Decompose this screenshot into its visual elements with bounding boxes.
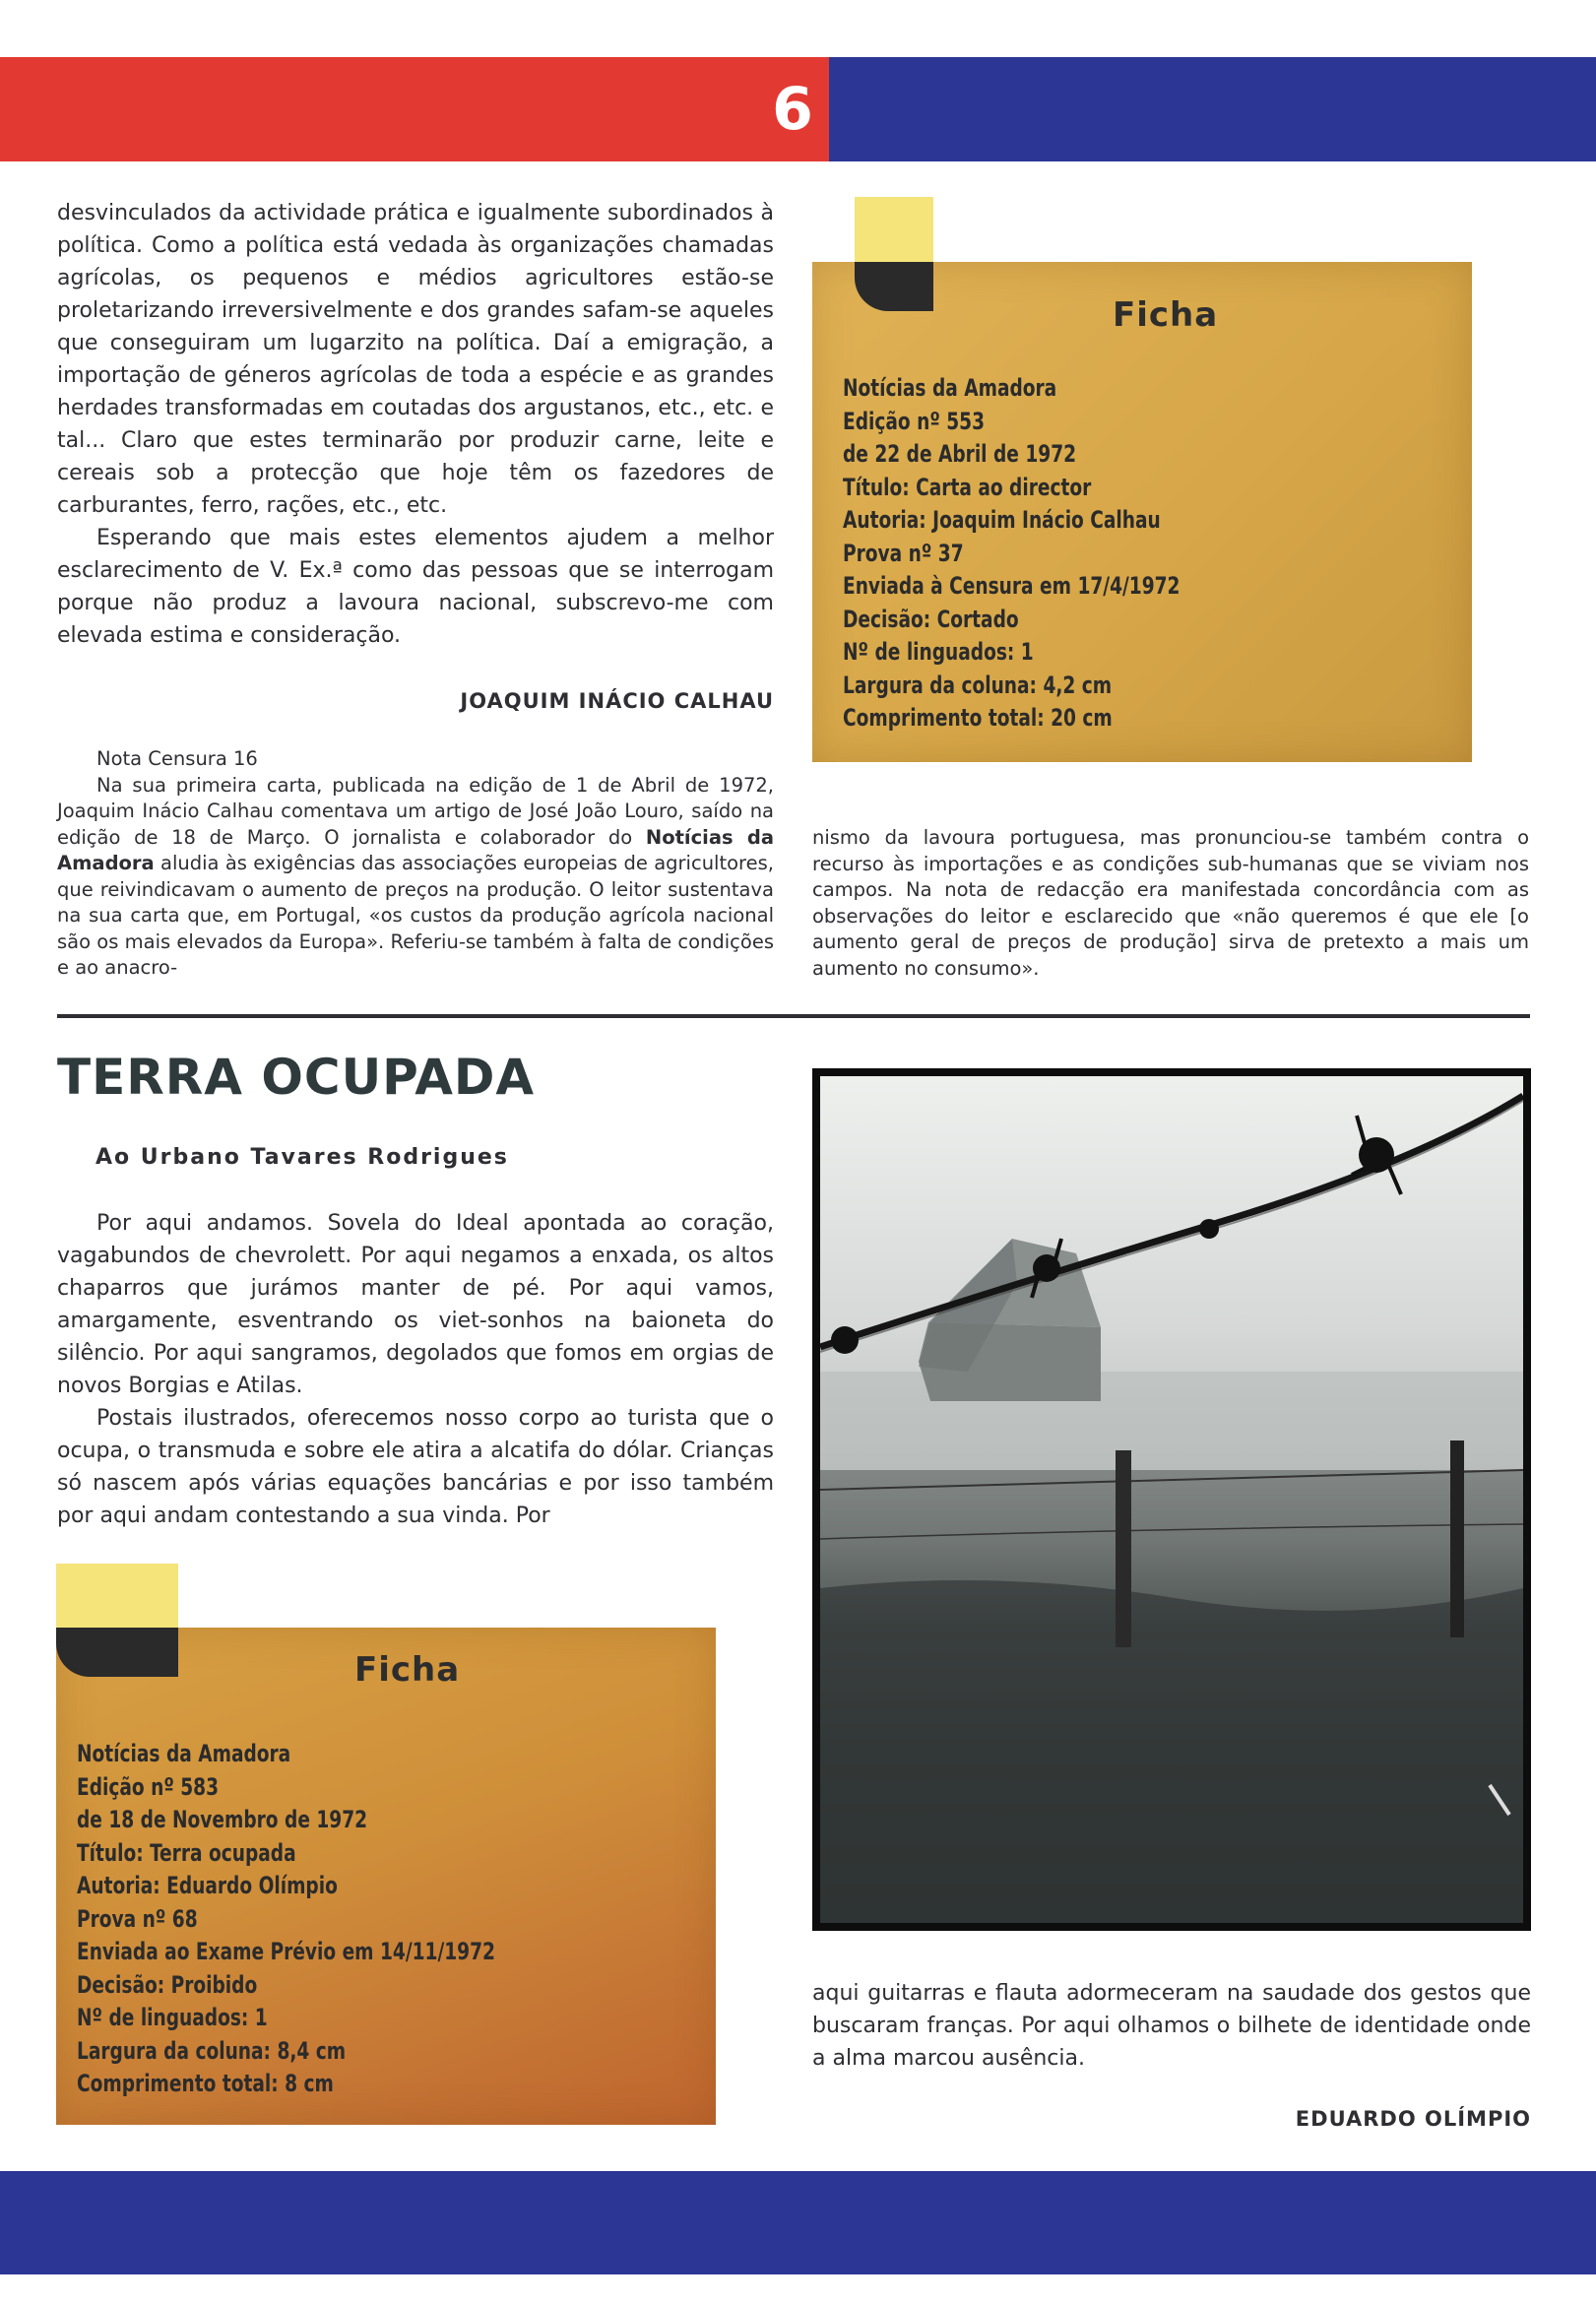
letter-signature: JOAQUIM INÁCIO CALHAU (460, 689, 774, 713)
ficha-details (77, 1738, 495, 2101)
ficha-heading: Ficha (354, 1650, 461, 1690)
ficha-line: Decisão: Proibido (77, 1970, 258, 1999)
ficha-line: Título: Terra ocupada (77, 1838, 296, 1867)
ficha-line: Edição nº 553 (843, 407, 986, 435)
ficha-line: Título: Carta ao director (843, 473, 1092, 501)
poem-paragraph: Por aqui andamos. Sovela do Ideal apontada ao coração, vagabundos de chevrolett. Por aqui negamos a enxada, os altos chaparros que jurámos manter de pé. Por aqui vamos, amargamente, esventrando os viet-sonhos na baioneta do silêncio. Por aqui sangramos, degolados que fomos em orgias de novos Borgias e Atilas. (57, 1211, 774, 1398)
note-text-part1: Na sua primeira carta, publicada na edição de 1 de Abril de 1972, Joaquim Inácio Calhau comentava um artigo de José João Louro, saído na edição de 18 de Março. O jornalista e colaborador do (57, 773, 774, 849)
ficha-line: Comprimento total: 8 cm (77, 2070, 334, 2097)
header-blue-band (829, 57, 1596, 161)
photo-illustration (820, 1076, 1523, 1923)
note-newspaper-name: Notícias da Amadora (57, 825, 774, 874)
ficha-yellow-tab (56, 1564, 178, 1628)
letter-paragraph: Esperando que mais estes elementos ajudem a melhor esclarecimento de V. Ex.ª como das pessoas que se interrogam porque não produz a lavoura nacional, subscrevo-me com elevada estima e consideração. (57, 526, 774, 648)
footer-band (0, 2171, 1596, 2274)
ficha-line: Prova nº 37 (843, 539, 964, 567)
ficha-line: de 22 de Abril de 1972 (843, 440, 1077, 468)
ficha-line: Nº de linguados: 1 (77, 2004, 268, 2031)
ficha-line: Autoria: Eduardo Olímpio (77, 1872, 338, 1899)
ficha-line: Notícias da Amadora (843, 374, 1057, 402)
ficha-line: Largura da coluna: 4,2 cm (843, 671, 1113, 699)
ficha-line: Largura da coluna: 8,4 cm (77, 2036, 347, 2065)
section-divider (57, 1014, 1530, 1018)
ficha-line: Comprimento total: 20 cm (843, 704, 1113, 732)
header-band (0, 57, 1596, 161)
ficha-line: Decisão: Cortado (843, 605, 1019, 633)
note-continuation: nismo da lavoura portuguesa, mas pronunciou-se também contra o recurso às importações e as condições sub-humanas que se viviam nos campos. Na nota de redacção era manifestada concordância com as observações do leitor e esclarecido que «não queremos é que ele [o aumento geral de preços de produção] sirva de pretexto a mais um aumento no consumo». (812, 826, 1529, 980)
page-number: 6 (772, 75, 813, 144)
poem-signature: EDUARDO OLÍMPIO (1295, 2107, 1531, 2131)
ficha-yellow-tab (855, 197, 933, 262)
ficha-card-1 (812, 197, 1472, 763)
ficha-line: Edição nº 583 (77, 1772, 220, 1801)
poem-continuation: aqui guitarras e flauta adormeceram na saudade dos gestos que buscaram franças. Por aqui olhamos o bilhete de identidade onde a alma marcou ausência. (812, 1981, 1531, 2071)
ficha-heading: Ficha (1113, 295, 1219, 335)
ficha-line: de 18 de Novembro de 1972 (77, 1806, 368, 1833)
poem-dedication: Ao Urbano Tavares Rodrigues (96, 1145, 509, 1170)
ficha-card-2 (56, 1564, 716, 2125)
ficha-dark-tab (855, 262, 933, 311)
ficha-line: Enviada ao Exame Prévio em 14/11/1972 (77, 1938, 495, 1965)
letter-body (57, 197, 774, 652)
ficha-line: Prova nº 68 (77, 1904, 198, 1933)
ficha-line: Autoria: Joaquim Inácio Calhau (843, 506, 1161, 534)
note-title: Nota Censura 16 (96, 747, 258, 770)
note-text-part2: aludia às exigências das associações europeias de agricultores, que reivindicavam o aumento de preços na produção. O leitor sustentava na sua carta que, em Portugal, «os custos da produção agrícola nacional são os mais elevados da Europa». Referiu-se também à falta de condições e ao anacro- (57, 852, 774, 979)
header-red-band (0, 57, 829, 161)
barbed-wire-photo (812, 1068, 1531, 1931)
poem-paragraph: Postais ilustrados, oferecemos nosso corpo ao turista que o ocupa, o transmuda e sobre ele atira a alcatifa do dólar. Crianças só nascem após várias equações bancárias e por isso também por aqui andam contestando a sua vinda. Por (57, 1406, 774, 1528)
ficha-dark-tab (56, 1628, 178, 1677)
photo-image (820, 1076, 1523, 1923)
censorship-note (57, 746, 774, 982)
ficha-details (843, 372, 1180, 736)
letter-paragraph: desvinculados da actividade prática e igualmente subordinados à política. Como a política está vedada às organizações chamadas agrícolas, os pequenos e médios agricultores estão-se proletarizando irreversivelmente e dos grandes safam-se aqueles que conseguiram um lugarzito na política. Daí a emigração, a importação de géneros agrícolas de toda a espécie e as grandes herdades transformadas em coutadas dos argustanos, etc., etc. e tal... Claro que estes terminarão por produzir carne, leite e cereais sob a protecção que hoje têm os fazedores de carburantes, ferro, rações, etc., etc. (57, 201, 774, 518)
poem-body (57, 1207, 774, 1532)
ficha-line: Enviada à Censura em 17/4/1972 (843, 572, 1181, 600)
ficha-line: Nº de linguados: 1 (843, 638, 1034, 666)
poem-title: TERRA OCUPADA (57, 1049, 536, 1106)
ficha-line: Notícias da Amadora (77, 1740, 291, 1767)
note-text (57, 773, 774, 982)
